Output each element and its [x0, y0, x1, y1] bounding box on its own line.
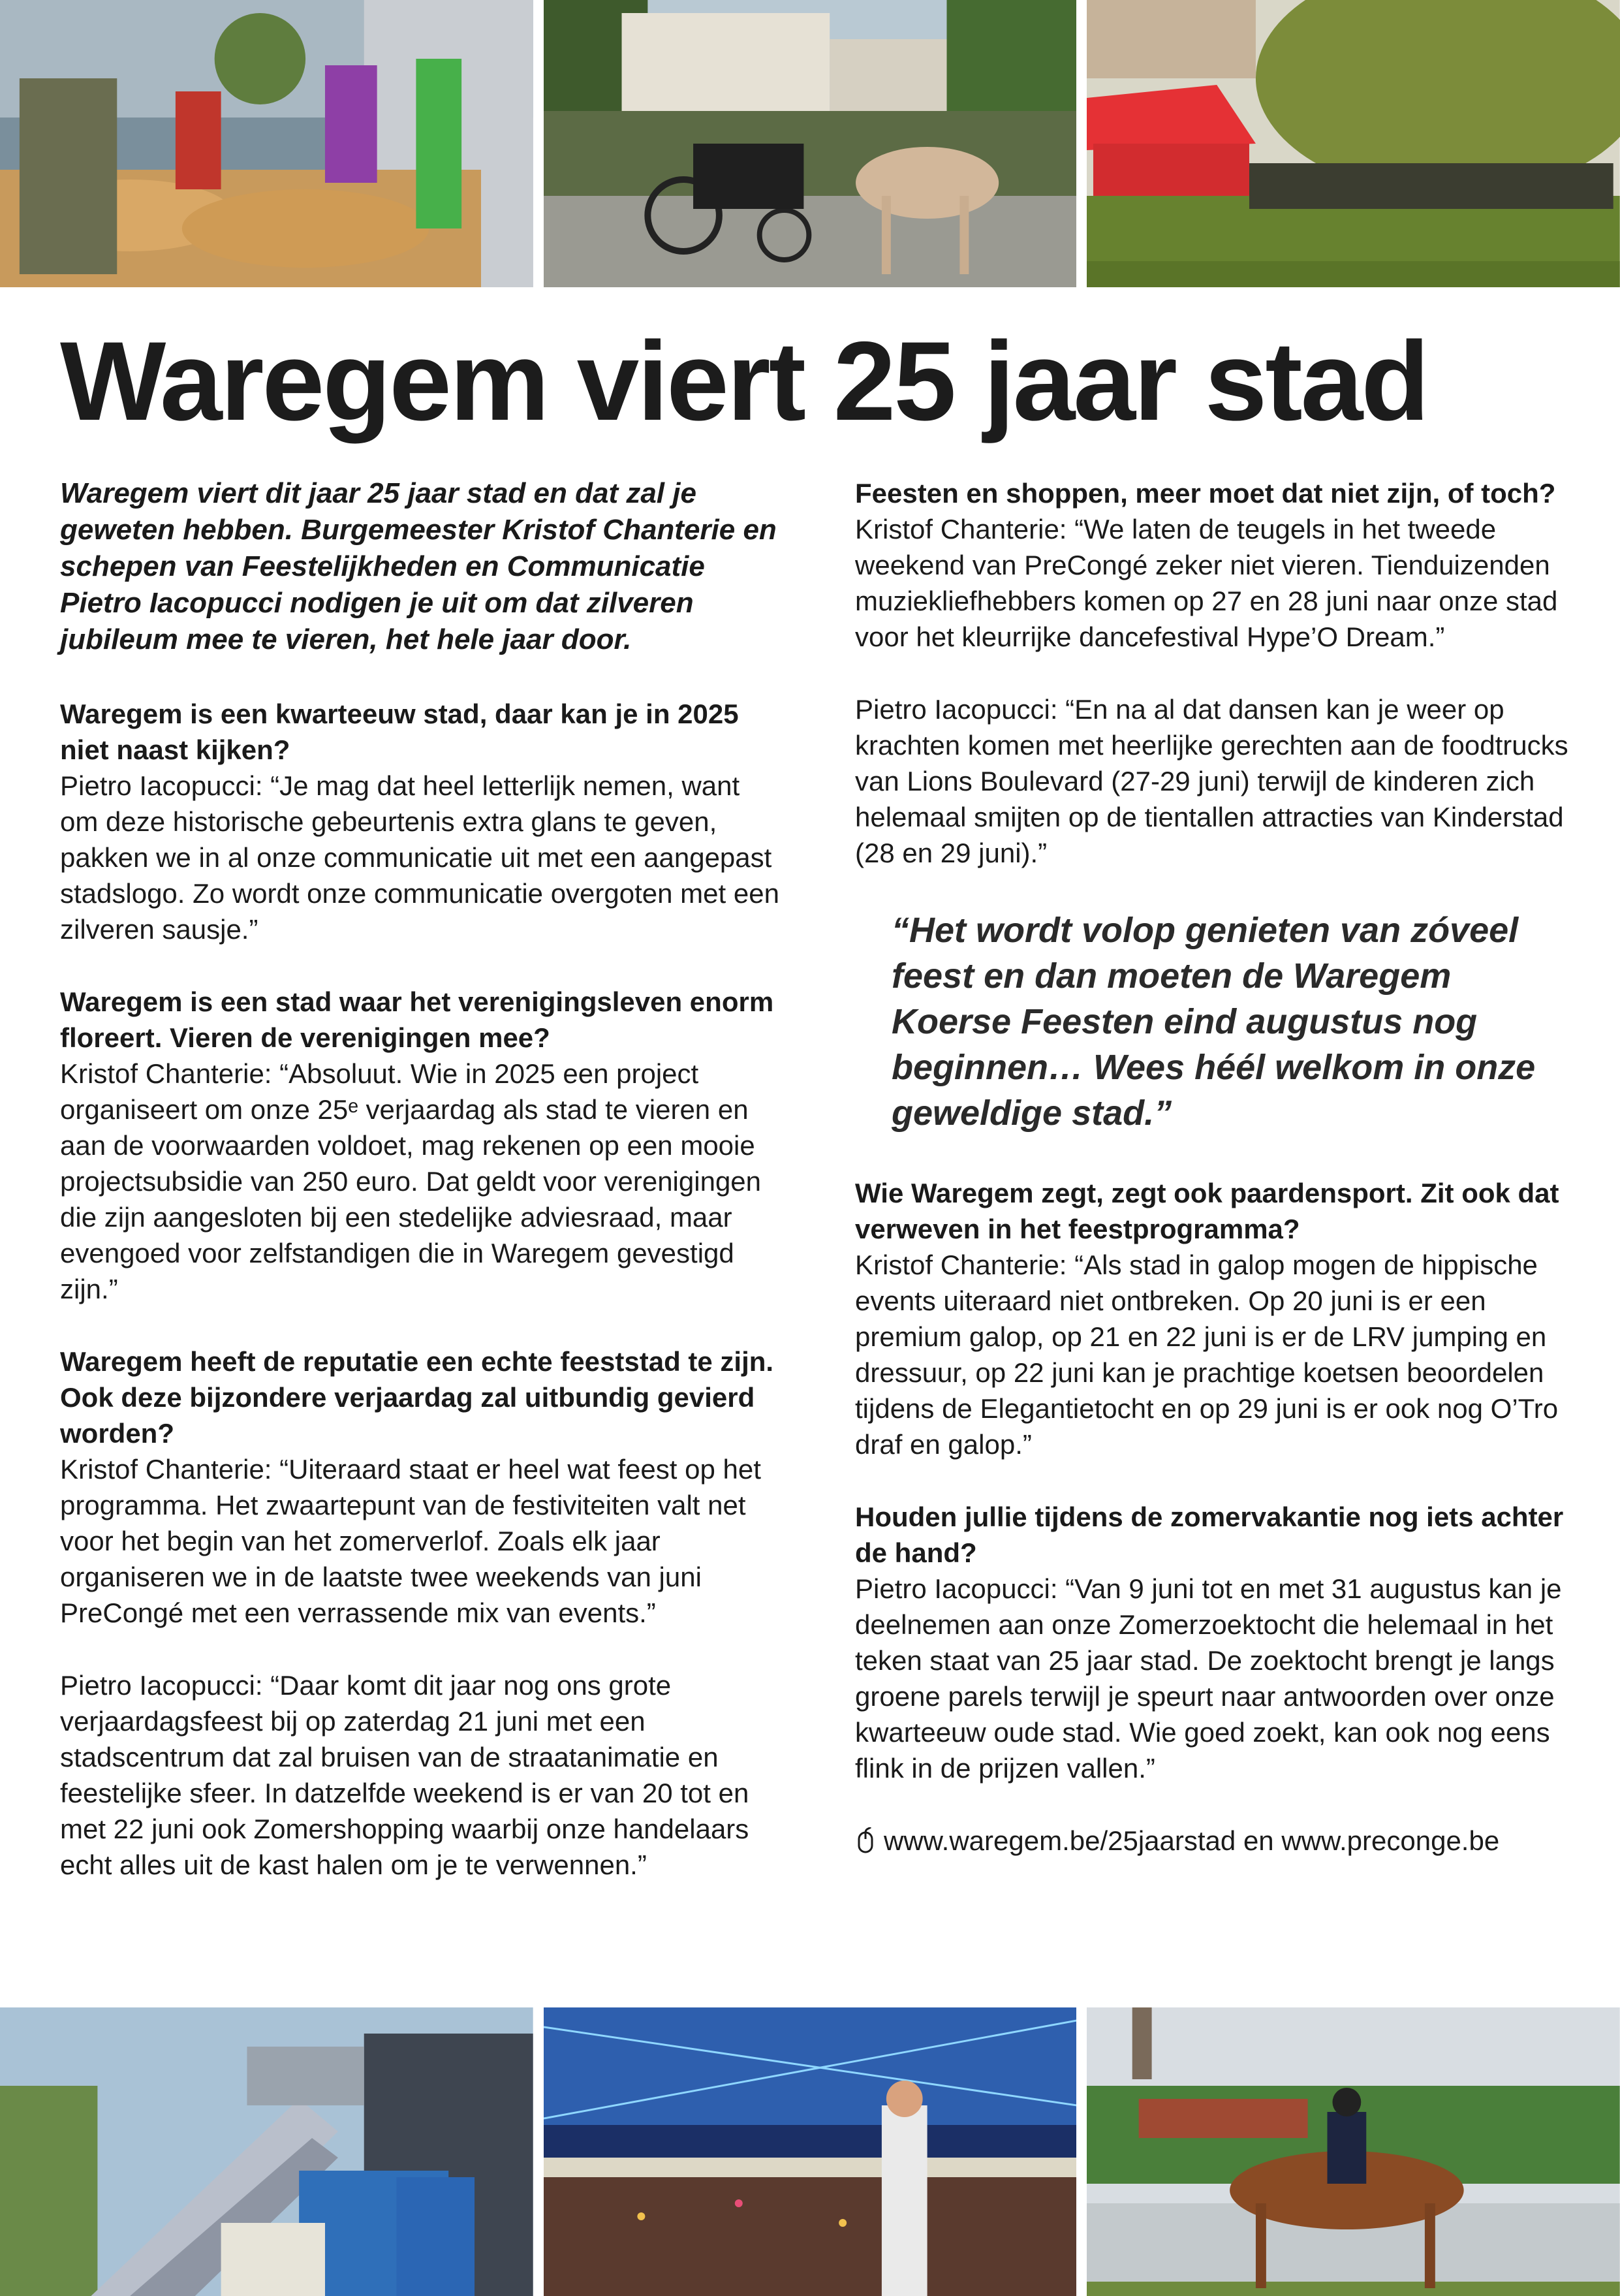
answer: Pietro Iacopucci: “Je mag dat heel letterlijk nemen, want om deze historische gebeurtenis extra glans te geven, pakken we in al onze communicatie uit met een aangepast stadslogo. Zo wordt onze communicatie overgoten met een zilveren sausje.”	[60, 770, 779, 945]
qa-block	[60, 984, 785, 1307]
dressage-photo	[1087, 2007, 1620, 2296]
question: Waregem is een stad waar het verenigingsleven enorm floreert. Vieren de verenigingen mee?	[60, 986, 774, 1053]
carriage-photo	[544, 0, 1077, 287]
intro-text: Waregem viert dit jaar 25 jaar stad en dat zal je geweten hebben. Burgemeester Kristof Chanterie en schepen van Feestelijkheden en Communicatie Pietro Iacopucci nodigen je uit om dat zilveren jubileum mee te vieren, het hele jaar door.	[60, 477, 777, 655]
pull-quote: “Het wordt volop genieten van zóveel feest en dan moeten de Waregem Koerse Feesten eind augustus nog beginnen… Wees héél welkom in onze geweldige stad.”	[892, 911, 1536, 1133]
question: Waregem heeft de reputatie een echte feeststad te zijn. Ook deze bijzondere verjaardag zal uitbundig gevierd worden?	[60, 1346, 774, 1449]
page-title: Waregem viert 25 jaar stad	[60, 319, 1428, 444]
question: Houden jullie tijdens de zomervakantie nog iets achter de hand?	[855, 1502, 1564, 1568]
answer: Kristof Chanterie: “Als stad in galop mogen de hippische events uiteraard niet ontbreken. Op 20 juni is er een premium galop, op 21 en 22 juni is er de LRV jumping en dressuur, op 22 juni kan je prachtige koetsen beoordelen tijdens de Elegantietocht en op 29 juni is er ook nog O’Tro draf en galop.”	[855, 1250, 1559, 1460]
website-links-text[interactable]: www.waregem.be/25jaarstad en www.preconge.be	[884, 1825, 1500, 1856]
answer: Kristof Chanterie: “Uiteraard staat er heel wat feest op het programma. Het zwaartepunt van de festiviteiten valt net voor het begin van het zomerverlof. Zoals elk jaar organiseren we in de laatste twee weekends van juni PreCongé met een verrassende mix van events.”	[60, 1454, 761, 1628]
qa-block	[60, 1344, 785, 1883]
qa-block	[855, 1175, 1573, 1462]
mouse-icon	[855, 1827, 876, 1855]
question: Waregem is een kwarteeuw stad, daar kan je in 2025 niet naast kijken?	[60, 699, 739, 765]
qa-block	[855, 475, 1573, 871]
answer: Pietro Iacopucci: “Van 9 juni tot en met 31 augustus kan je deelnemen aan onze Zomerzoektocht die helemaal in het teken staat van 25 jaar stad. De zoektocht brengt je langs groene parels terwijl je speurt naar antwoorden over onze kwarteeuw oude stad. Wie goed zoekt, kan ook nog eens flink in de prijzen vallen.”	[855, 1573, 1562, 1784]
answer: Kristof Chanterie: “We laten de teugels in het tweede weekend van PreCongé zeker niet vieren. Tienduizenden muziekliefhebbers komen op 27 en 28 juni naar onze stad voor het kleurrijke dancefestival Hype’O Dream.”	[855, 514, 1558, 652]
festival-photo	[544, 2007, 1077, 2296]
tent-photo	[1087, 0, 1620, 287]
website-links[interactable]	[855, 1823, 1573, 1859]
left-column	[60, 475, 785, 1919]
top-photo-strip	[0, 0, 1620, 287]
answer: Pietro Iacopucci: “En na al dat dansen kan je weer op krachten komen met heerlijke gerechten aan de foodtrucks van Lions Boulevard (27-29 juni) terwijl de kinderen zich helemaal smijten op de tientallen attracties van Kinderstad (28 en 29 juni).”	[855, 694, 1568, 868]
playground-photo	[0, 2007, 533, 2296]
bottom-photo-strip	[0, 2007, 1620, 2296]
question: Wie Waregem zegt, zegt ook paardensport. Zit ook dat verweven in het feestprogramma?	[855, 1178, 1559, 1244]
qa-block	[60, 696, 785, 947]
question: Feesten en shoppen, meer moet dat niet zijn, of toch?	[855, 478, 1556, 509]
qa-block	[855, 1499, 1573, 1786]
right-column	[855, 475, 1573, 1859]
market-photo	[0, 0, 533, 287]
answer: Pietro Iacopucci: “Daar komt dit jaar nog ons grote verjaardagsfeest bij op zaterdag 21 juni met een stadscentrum dat zal bruisen van de straatanimatie en feestelijke sfeer. In datzelfde weekend is er van 20 tot en met 22 juni ook Zomershopping waarbij onze handelaars echt alles uit de kast halen om je te verwennen.”	[60, 1670, 749, 1880]
answer: Kristof Chanterie: “Absoluut. Wie in 2025 een project organiseert om onze 25ᵉ verjaardag als stad te vieren en aan de voorwaarden voldoet, mag rekenen op een mooie projectsubsidie van 250 euro. Dat geldt voor verenigingen die zijn aangesloten bij een stedelijke adviesraad, maar evengoed voor zelfstandigen die in Waregem gevestigd zijn.”	[60, 1058, 762, 1304]
